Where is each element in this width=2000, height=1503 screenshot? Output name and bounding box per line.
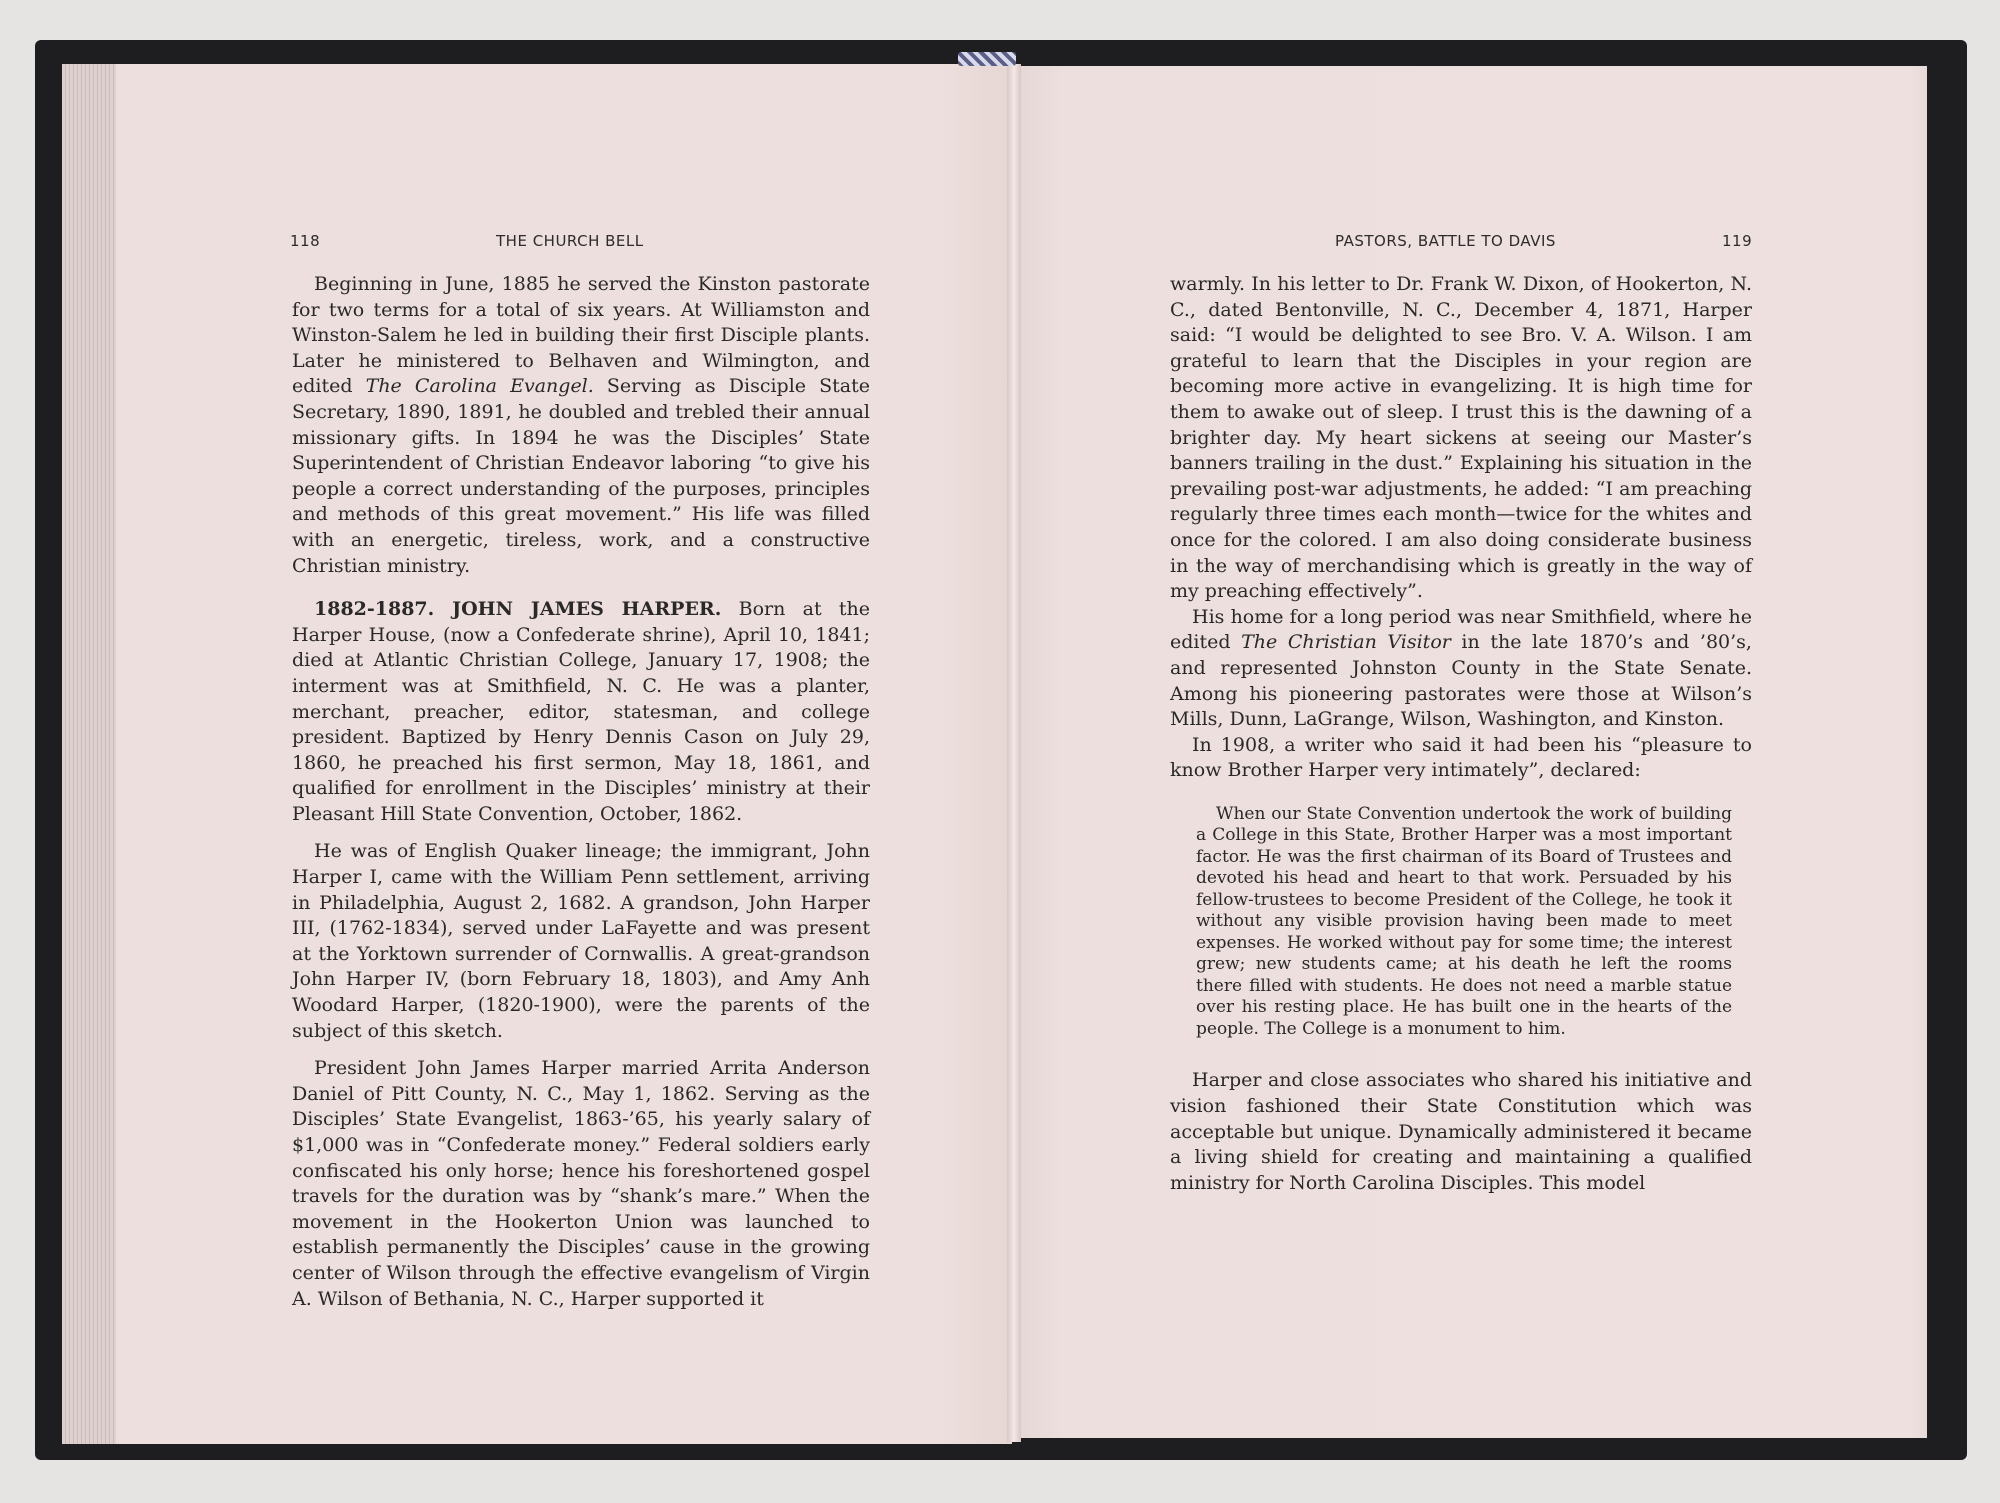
paragraph: warmly. In his letter to Dr. Frank W. Dixon, of Hookerton, N. C., dated Bentonville, N. C., December 4, 1871, Harper said: “I would be delighted to see Bro. V. A. Wilson. I am grateful to learn that the Disciples in your region are becoming more active in evangelizing. It is high time for them to awake out of sleep. I trust this is the dawning of a brighter day. My heart sickens at seeing our Master’s banners trailing in the dust.” Explaining his situation in the prevailing post-war adjustments, he added: “I am preaching regularly three times each month—twice for the whites and once for the colored. I am also doing considerate business in the way of merchandising which is greatly in the way of my preaching effectively”. (1170, 273, 1752, 603)
paragraph: His home for a long period was near Smithfield, where he edited The Christian Visitor in the late 1870’s and ’80’s, and represented Johnston County in the State Senate. Among his pioneering pastorates were those at Wilson’s Mills, Dunn, LaGrange, Wilson, Washington, and Kinston. (1170, 605, 1752, 731)
paragraph: Beginning in June, 1885 he served the Kinston pastorate for two terms for a total of six years. At Williamston and Winston-Salem he led in building their first Disciple plants. Later he ministered to Belhaven and Wilmington, and edited The Carolina Evangel. Serving as Disciple State Secretary, 1890, 1891, he doubled and trebled their annual missionary gifts. In 1894 he was the Disciples’ State Superintendent of Christian Endeavor laboring “to give his people a correct understanding of the purposes, principles and methods of this great movement.” His life was filled with an energetic, tireless, work, and a constructive Christian ministry. (292, 273, 870, 577)
paragraph: President John James Harper married Arrita Anderson Daniel of Pitt County, N. C., May 1, 1862. Serving as the Disciples’ State Evangelist, 1863-’65, his yearly salary of $1,000 was in “Confederate money.” Federal soldiers early confiscated his only horse; hence his foreshortened gospel travels for the duration was by “shank’s mare.” When the movement in the Hookerton Union was launched to establish permanently the Disciples’ cause in the growing center of Wilson through the effective evangelism of Virgin A. Wilson of Bethania, N. C., Harper supported it (292, 1057, 870, 1310)
left-page-number: 118 (290, 232, 321, 250)
italic-title: The Christian Visitor (1241, 631, 1451, 654)
page-edges (62, 64, 116, 1444)
left-running-head: THE CHURCH BELL (496, 232, 644, 250)
paragraph-entry-heading: 1882-1887. JOHN JAMES HARPER. Born at the Harper House, (now a Confederate shrine), April 10, 1841; died at Atlantic Christian College, January 17, 1908; the interment was at Smithfield, N. C. He was a planter, merchant, preacher, editor, statesman, and college president. Baptized by Henry Dennis Cason on July 29, 1860, he preached his first sermon, May 18, 1861, and qualified for enrollment in the Disciples’ ministry at their Pleasant Hill State Convention, October, 1862. (292, 598, 871, 825)
paragraph: In 1908, a writer who said it had been his “pleasure to know Brother Harper very intimately”, declared: (1170, 733, 1752, 782)
paragraph: Harper and close associates who shared his initiative and vision fashioned their State Constitution which was acceptable but unique. Dynamically administered it became a living shield for creating and maintaining a qualified ministry for North Carolina Disciples. This model (1170, 1069, 1752, 1194)
right-text-column (1170, 272, 1752, 1196)
book-gutter (1007, 64, 1021, 1442)
headband-ribbon (958, 52, 1016, 66)
right-running-head: PASTORS, BATTLE TO DAVIS (1335, 232, 1556, 250)
right-page-number: 119 (1722, 232, 1753, 250)
paragraph: He was of English Quaker lineage; the immigrant, John Harper I, came with the William Penn settlement, arriving in Philadelphia, August 2, 1682. A grandson, John Harper III, (1762-1834), served under LaFayette and was present at the Yorktown surrender of Cornwallis. A great-grandson John Harper IV, (born February 18, 1803), and Amy Anh Woodard Harper, (1820-1900), were the parents of the subject of this sketch. (292, 840, 870, 1042)
entry-heading: 1882-1887. JOHN JAMES HARPER. (314, 598, 722, 621)
left-text-column (292, 272, 870, 1312)
blockquote: When our State Convention undertook the work of building a College in this State, Brother Harper was a most important factor. He was the first chairman of its Board of Trustees and devoted his head and heart to that work. Persuaded by his fellow-trustees to become President of the College, he took it without any visible provision having been made to meet expenses. He worked without pay for some time; the interest grew; new students came; at his death he left the rooms there filled with students. He does not need a marble statue over his resting place. He has built one in the hearts of the people. The College is a monument to him. (1196, 803, 1732, 1039)
italic-title: The Carolina Evangel. (365, 375, 594, 398)
